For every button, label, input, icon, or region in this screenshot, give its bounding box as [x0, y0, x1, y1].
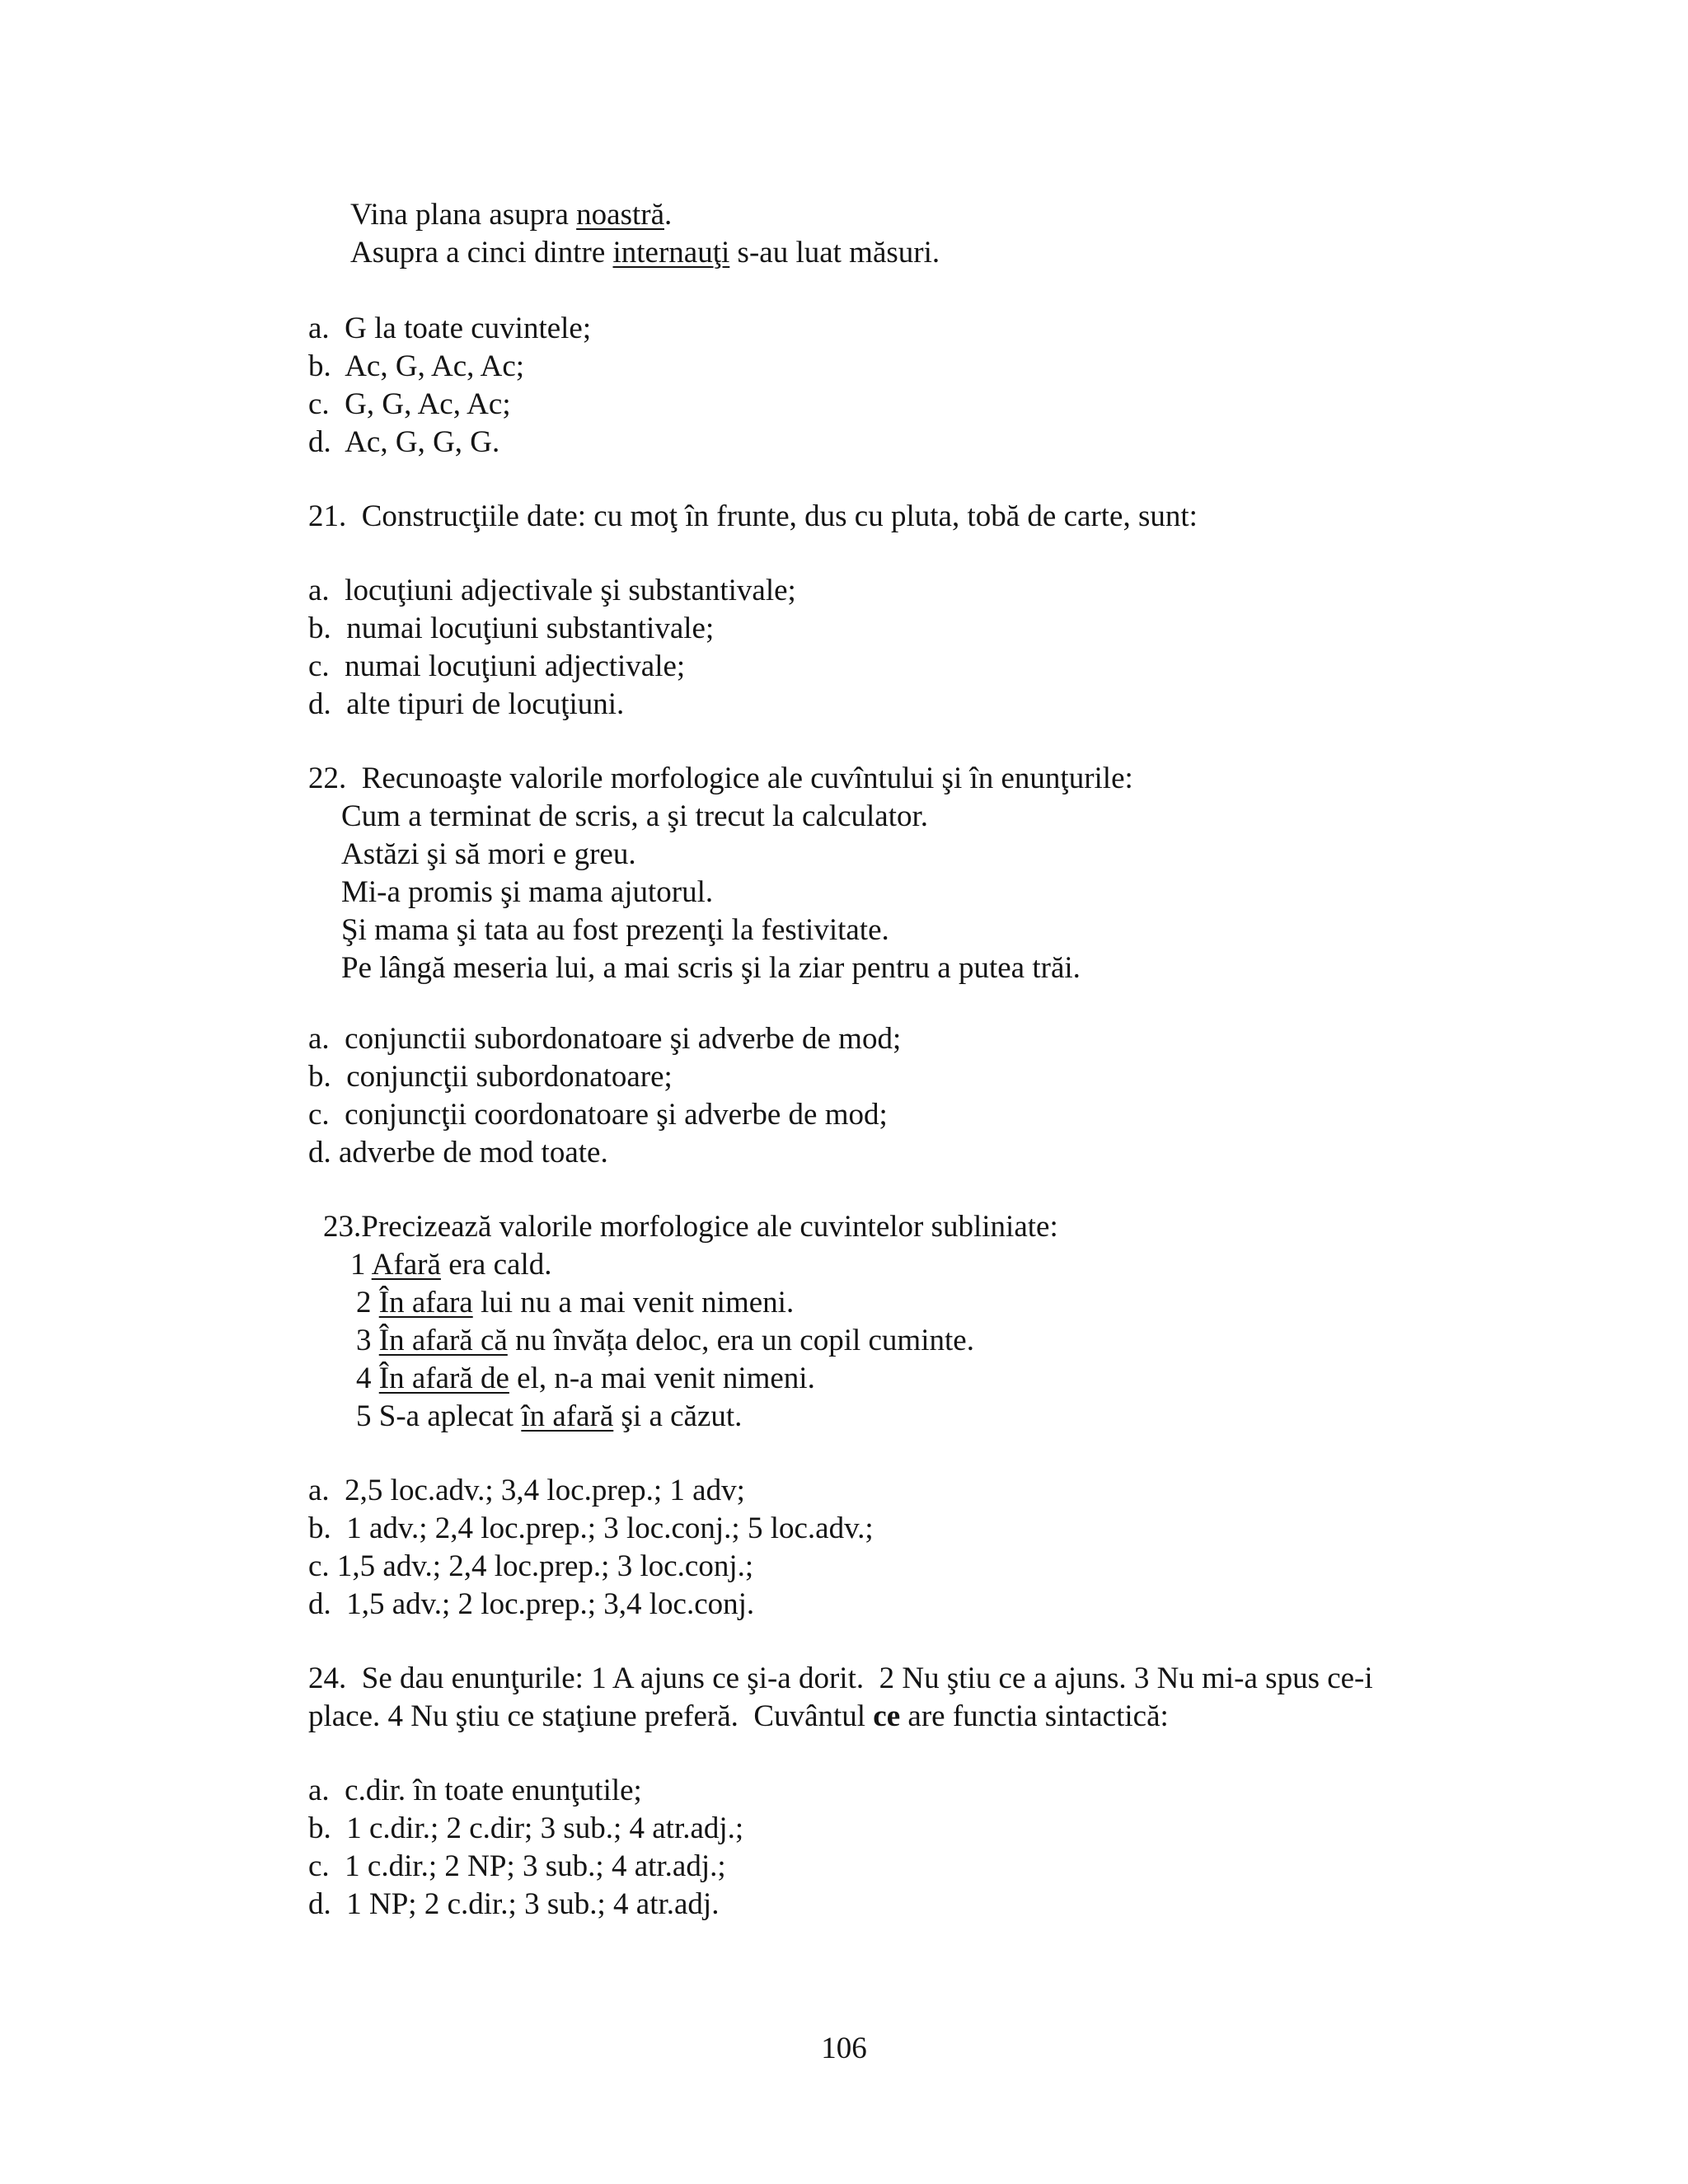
sentence-text: şi a căzut.: [613, 1399, 743, 1433]
sentence-text: 4: [356, 1361, 379, 1395]
answer-option-b: b. Ac, G, Ac, Ac;: [308, 349, 525, 383]
sentence-text: 1: [350, 1248, 372, 1282]
sentence-text: 2: [356, 1286, 379, 1319]
example-sentence: [350, 196, 672, 234]
example-sentence: [350, 1246, 551, 1284]
answer-option-b: b. 1 c.dir.; 2 c.dir; 3 sub.; 4 atr.adj.;: [308, 1811, 744, 1845]
sentence-text: el, n-a mai venit nimeni.: [509, 1361, 815, 1395]
question-24-text: [308, 1698, 1169, 1736]
answer-option-a: a. locuţiuni adjectivale şi substantivale;: [308, 574, 796, 607]
answer-option-a: a. G la toate cuvintele;: [308, 312, 592, 345]
sentence-text: Asupra a cinci dintre: [350, 236, 613, 269]
sentence-text: 3: [356, 1324, 379, 1357]
answer-option-c: c. 1,5 adv.; 2,4 loc.prep.; 3 loc.conj.;: [308, 1549, 754, 1583]
underlined-word: internauţi: [612, 236, 730, 269]
example-sentence: [356, 1398, 742, 1436]
answer-option-a: a. c.dir. în toate enunţutile;: [308, 1774, 642, 1807]
underlined-word: noastră: [576, 198, 664, 232]
answer-option-d: d. adverbe de mod toate.: [308, 1136, 608, 1169]
example-sentence: Astăzi şi să mori e greu.: [341, 837, 636, 871]
sentence-text: are functia sintactică:: [900, 1699, 1169, 1733]
answer-option-a: a. conjunctii subordonatoare şi adverbe de mod;: [308, 1022, 902, 1056]
example-sentence: [356, 1360, 815, 1398]
sentence-text: .: [664, 198, 673, 232]
sentence-text: s-au luat măsuri.: [729, 236, 940, 269]
sentence-text: lui nu a mai venit nimeni.: [472, 1286, 795, 1319]
underlined-word: în afară: [521, 1399, 614, 1433]
question-24-text: 24. Se dau enunţurile: 1 A ajuns ce şi-a dorit. 2 Nu ştiu ce a ajuns. 3 Nu mi-a spus ce-i: [308, 1661, 1373, 1695]
example-sentence: [356, 1284, 794, 1322]
answer-option-b: b. 1 adv.; 2,4 loc.prep.; 3 loc.conj.; 5 loc.adv.;: [308, 1511, 874, 1545]
answer-option-a: a. 2,5 loc.adv.; 3,4 loc.prep.; 1 adv;: [308, 1474, 745, 1507]
example-sentence: Mi-a promis şi mama ajutorul.: [341, 875, 714, 909]
answer-option-d: d. 1 NP; 2 c.dir.; 3 sub.; 4 atr.adj.: [308, 1887, 720, 1921]
sentence-text: place. 4 Nu ştiu ce staţiune preferă. Cuvântul: [308, 1699, 874, 1733]
sentence-text: Vina plana asupra: [350, 198, 577, 232]
answer-option-c: c. G, G, Ac, Ac;: [308, 387, 511, 421]
underlined-word: Afară: [371, 1248, 441, 1282]
bold-word: ce: [873, 1699, 901, 1733]
answer-option-c: c. conjuncţii coordonatoare şi adverbe de mod;: [308, 1098, 888, 1132]
answer-option-d: d. alte tipuri de locuţiuni.: [308, 687, 625, 721]
answer-option-b: b. numai locuţiuni substantivale;: [308, 612, 715, 645]
answer-option-b: b. conjuncţii subordonatoare;: [308, 1060, 673, 1094]
example-sentence: [356, 1322, 974, 1360]
question-22-text: 22. Recunoaşte valorile morfologice ale cuvîntului şi în enunţurile:: [308, 762, 1133, 795]
underlined-word: În afară de: [378, 1361, 509, 1395]
underlined-word: În afara: [378, 1286, 473, 1319]
answer-option-c: c. 1 c.dir.; 2 NP; 3 sub.; 4 atr.adj.;: [308, 1849, 726, 1883]
example-sentence: Cum a terminat de scris, a şi trecut la calculator.: [341, 799, 928, 833]
answer-option-c: c. numai locuţiuni adjectivale;: [308, 649, 686, 683]
answer-option-d: d. Ac, G, G, G.: [308, 425, 500, 459]
answer-option-d: d. 1,5 adv.; 2 loc.prep.; 3,4 loc.conj.: [308, 1587, 755, 1621]
sentence-text: nu învăța deloc, era un copil cuminte.: [507, 1324, 974, 1357]
underlined-word: În afară că: [378, 1324, 508, 1357]
example-sentence: Şi mama şi tata au fost prezenţi la festivitate.: [341, 913, 889, 947]
question-21-text: 21. Construcţiile date: cu moţ în frunte, dus cu pluta, tobă de carte, sunt:: [308, 499, 1198, 533]
example-sentence: [350, 234, 940, 272]
sentence-text: era cald.: [440, 1248, 552, 1282]
example-sentence: Pe lângă meseria lui, a mai scris şi la ziar pentru a putea trăi.: [341, 951, 1081, 985]
sentence-text: 5 S-a aplecat: [356, 1399, 522, 1433]
question-23-text: 23.Precizează valorile morfologice ale cuvintelor subliniate:: [323, 1210, 1058, 1244]
page-number: 106: [821, 2032, 867, 2065]
